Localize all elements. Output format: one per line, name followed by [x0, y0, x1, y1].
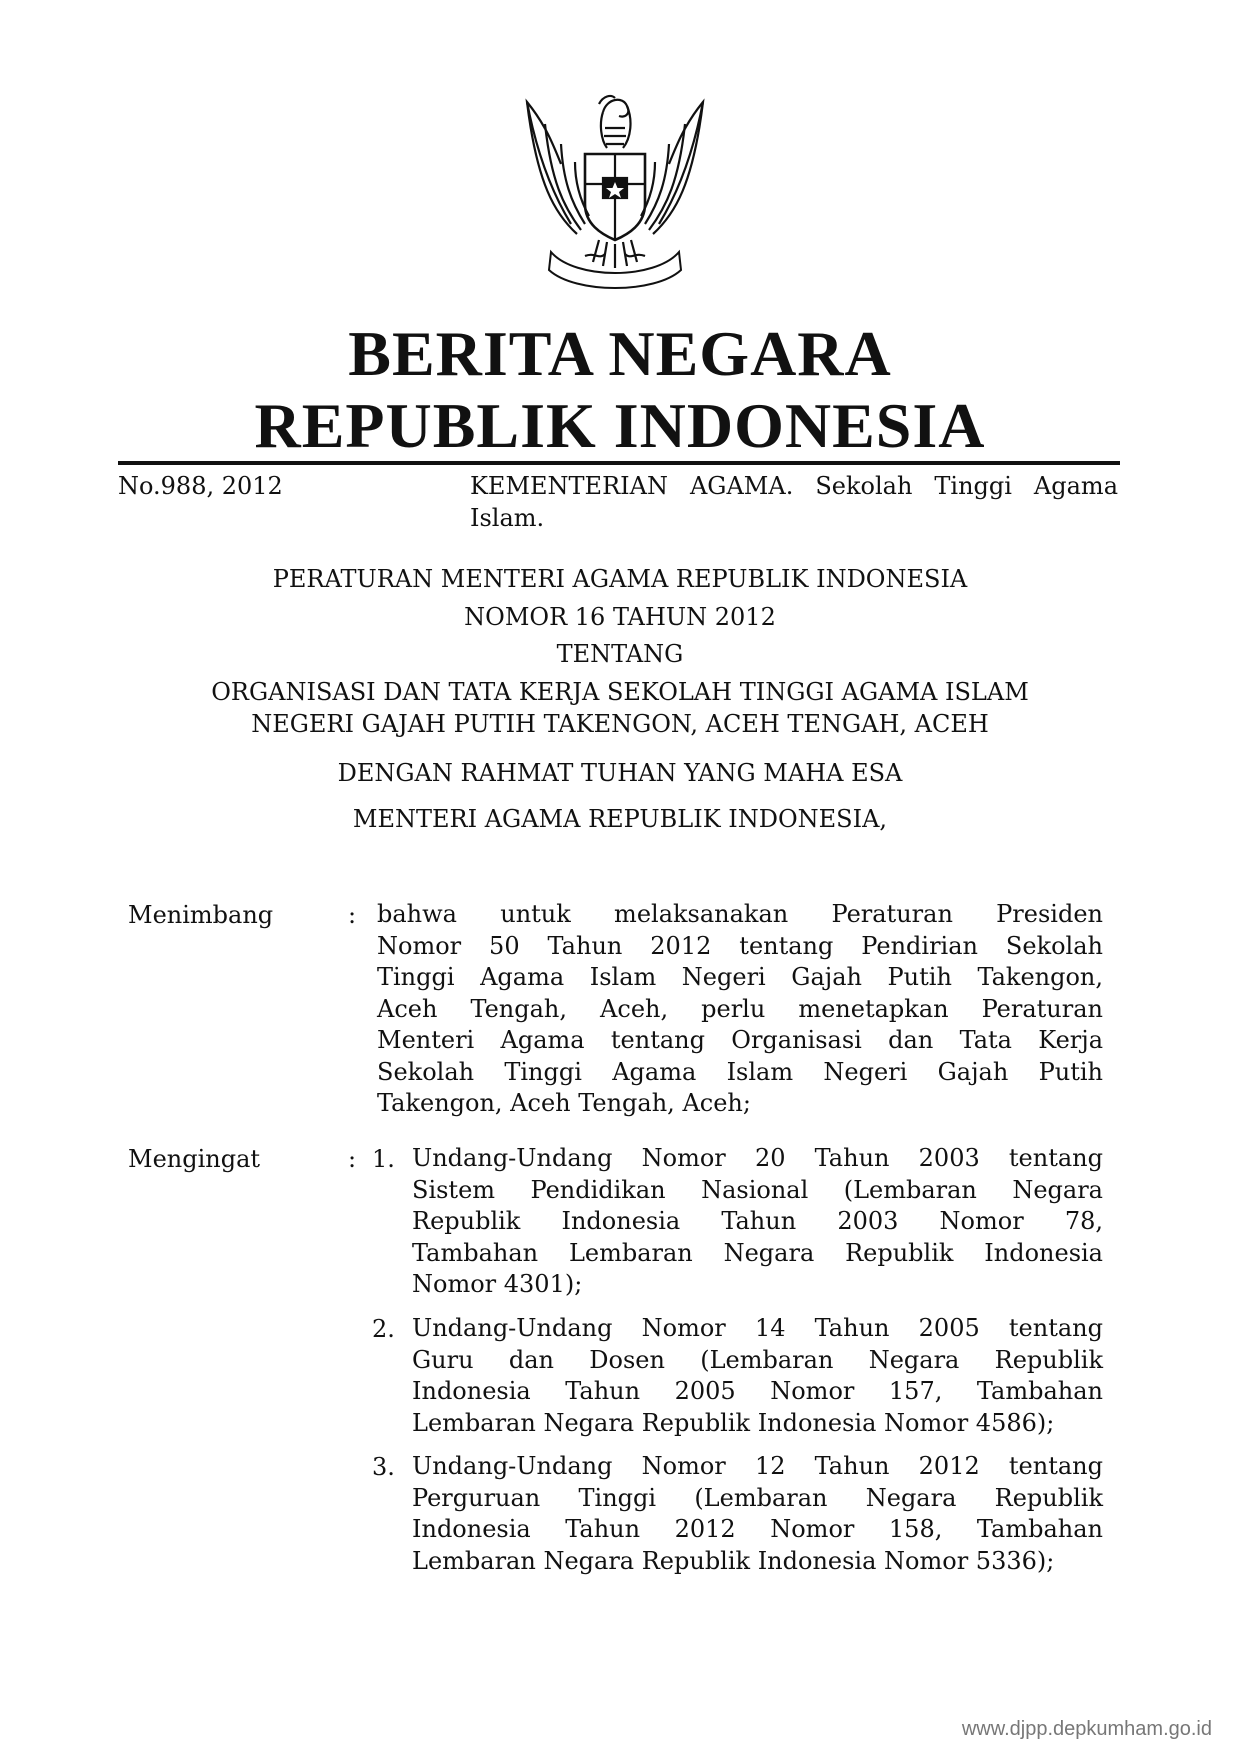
footer-url: www.djpp.depkumham.go.id [961, 1718, 1212, 1740]
regulation-number: NOMOR 16 TAHUN 2012 [464, 603, 776, 631]
list-item [412, 1313, 1103, 1439]
issue-subject-line2: Islam. [470, 504, 545, 532]
masthead-title-line1: BERITA NEGARA [348, 318, 892, 389]
issue-subject-line1: KEMENTERIAN AGAMA. Sekolah Tinggi Agama [470, 472, 1118, 500]
text-line: Undang-Undang Nomor 12 Tahun 2012 tentang [412, 1452, 1103, 1480]
list-item-number: 1. [372, 1145, 395, 1173]
text-line: Aceh Tengah, Aceh, perlu menetapkan Peraturan [377, 994, 1103, 1023]
regulation-title: PERATURAN MENTERI AGAMA REPUBLIK INDONESIA [272, 565, 968, 593]
text-line: Sekolah Tinggi Agama Islam Negeri Gajah Putih [377, 1057, 1103, 1086]
menimbang-text [377, 899, 1103, 1120]
invocation: DENGAN RAHMAT TUHAN YANG MAHA ESA [337, 759, 903, 787]
text-line: Undang-Undang Nomor 20 Tahun 2003 tentang [412, 1144, 1103, 1172]
text-line: Tinggi Agama Islam Negeri Gajah Putih Takengon, [377, 963, 1103, 991]
text-line: bahwa untuk melaksanakan Peraturan Presiden [377, 900, 1103, 928]
text-line: Indonesia Tahun 2012 Nomor 158, Tambahan [412, 1515, 1103, 1543]
header-rule [118, 461, 1120, 465]
text-line: Menteri Agama tentang Organisasi dan Tata Kerja [377, 1026, 1103, 1054]
text-line: Undang-Undang Nomor 14 Tahun 2005 tentang [412, 1314, 1103, 1342]
list-item-number: 3. [372, 1453, 395, 1481]
text-line: Guru dan Dosen (Lembaran Negara Republik [412, 1345, 1103, 1374]
issuer: MENTERI AGAMA REPUBLIK INDONESIA, [352, 805, 888, 833]
issue-subject [470, 470, 1118, 534]
regulation-tentang: TENTANG [556, 640, 684, 668]
text-line: Tambahan Lembaran Negara Republik Indonesia [412, 1238, 1103, 1267]
text-line: Republik Indonesia Tahun 2003 Nomor 78, [412, 1207, 1103, 1235]
text-line: Sistem Pendidikan Nasional (Lembaran Negara [412, 1175, 1103, 1204]
list-item [412, 1451, 1103, 1577]
text-line: Nomor 4301); [412, 1270, 583, 1298]
regulation-subject-line1: ORGANISASI DAN TATA KERJA SEKOLAH TINGGI AGAMA ISLAM [211, 678, 1029, 706]
mengingat-label: Mengingat [128, 1145, 261, 1173]
text-line: Lembaran Negara Republik Indonesia Nomor 5336); [412, 1546, 1055, 1575]
masthead-title-line2: REPUBLIK INDONESIA [254, 390, 986, 461]
text-line: Takengon, Aceh Tengah, Aceh; [377, 1089, 751, 1117]
text-line: Perguruan Tinggi (Lembaran Negara Republik [412, 1483, 1103, 1512]
list-item [412, 1143, 1103, 1301]
issue-number: No.988, 2012 [118, 472, 283, 500]
text-line: Nomor 50 Tahun 2012 tentang Pendirian Sekolah [377, 931, 1103, 960]
text-line: Indonesia Tahun 2005 Nomor 157, Tambahan [412, 1377, 1103, 1405]
list-item-number: 2. [372, 1315, 395, 1343]
regulation-subject-line2: NEGERI GAJAH PUTIH TAKENGON, ACEH TENGAH, ACEH [251, 710, 989, 738]
menimbang-colon: : [348, 901, 357, 929]
mengingat-colon: : [348, 1145, 357, 1173]
menimbang-label: Menimbang [128, 901, 274, 929]
garuda-emblem-icon [515, 84, 715, 294]
text-line: Lembaran Negara Republik Indonesia Nomor 4586); [412, 1408, 1055, 1437]
